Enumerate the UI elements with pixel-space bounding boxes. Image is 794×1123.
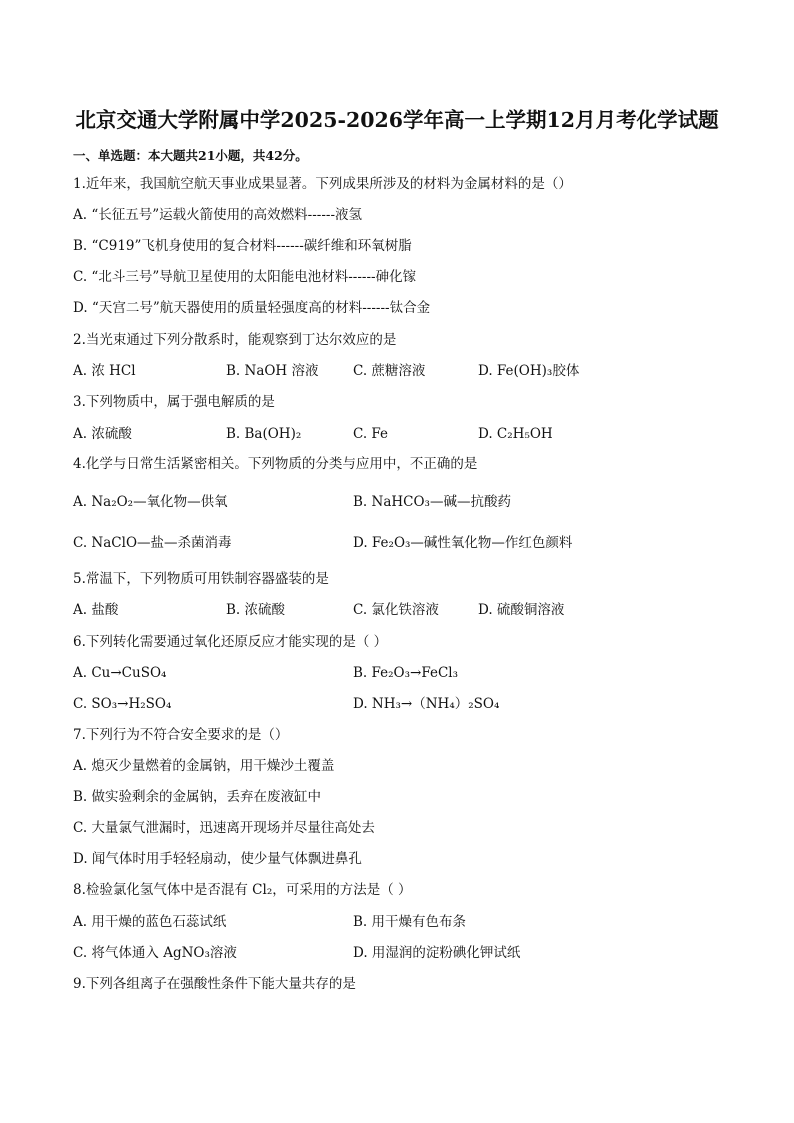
question-6-option-c: C. SO₃→H₂SO₄ (73, 696, 172, 712)
question-4-option-c: C. NaClO—盐—杀菌消毒 (73, 535, 232, 551)
question-8-stem: 8.检验氯化氢气体中是否混有 Cl₂，可采用的方法是（ ） (73, 882, 412, 898)
exam-title: 北京交通大学附属中学2025-2026学年高一上学期12月月考化学试题 (75, 108, 719, 132)
question-2-option-b: B. NaOH 溶液 (226, 363, 319, 379)
question-4-option-b: B. NaHCO₃—碱—抗酸药 (353, 494, 511, 510)
question-3-option-c: C. Fe (353, 426, 389, 442)
question-7-option-a: A. 熄灭少量燃着的金属钠，用干燥沙土覆盖 (73, 758, 335, 774)
question-1-option-a: A. “长征五号”运载火箭使用的高效燃料------液氢 (73, 207, 363, 223)
question-4-option-a: A. Na₂O₂—氧化物—供氧 (73, 494, 228, 510)
question-7-stem: 7.下列行为不符合安全要求的是（） (73, 727, 289, 743)
question-7-option-b: B. 做实验剩余的金属钠，丢弃在废液缸中 (73, 789, 322, 805)
question-6-option-a: A. Cu→CuSO₄ (73, 665, 167, 681)
question-6-option-b: B. Fe₂O₃→FeCl₃ (353, 665, 459, 681)
question-1-stem: 1.近年来，我国航空航天事业成果显著。下列成果所涉及的材料为金属材料的是（） (73, 176, 572, 192)
question-8-option-b: B. 用干燥有色布条 (353, 914, 467, 930)
question-4-option-d: D. Fe₂O₃—碱性氧化物—作红色颜料 (353, 535, 573, 551)
question-1-option-b: B. “C919”飞机身使用的复合材料------碳纤维和环氧树脂 (73, 238, 412, 254)
question-3-option-d: D. C₂H₅OH (478, 426, 553, 442)
question-7-option-c: C. 大量氯气泄漏时，迅速离开现场并尽量往高处去 (73, 820, 375, 836)
question-2-stem: 2.当光束通过下列分散系时，能观察到丁达尔效应的是 (73, 332, 397, 348)
question-5-stem: 5.常温下，下列物质可用铁制容器盛装的是 (73, 571, 329, 587)
question-2-option-c: C. 蔗糖溶液 (353, 363, 426, 379)
question-2-option-d: D. Fe(OH)₃胶体 (478, 363, 580, 379)
question-5-option-c: C. 氯化铁溶液 (353, 602, 439, 618)
question-3-stem: 3.下列物质中，属于强电解质的是 (73, 394, 275, 410)
question-6-option-d: D. NH₃→（NH₄）₂SO₄ (353, 696, 500, 712)
question-1-option-d: D. “天宫二号”航天器使用的质量轻强度高的材料------钛合金 (73, 300, 431, 316)
question-9-stem: 9.下列各组离子在强酸性条件下能大量共存的是 (73, 976, 356, 992)
question-2-option-a: A. 浓 HCl (73, 363, 136, 379)
question-3-option-b: B. Ba(OH)₂ (226, 426, 302, 442)
question-7-option-d: D. 闻气体时用手轻轻扇动，使少量气体飘进鼻孔 (73, 851, 362, 867)
question-5-option-d: D. 硫酸铜溶液 (478, 602, 565, 618)
question-6-stem: 6.下列转化需要通过氧化还原反应才能实现的是（ ） (73, 634, 388, 650)
question-3-option-a: A. 浓硫酸 (73, 426, 132, 442)
question-8-option-d: D. 用湿润的淀粉碘化钾试纸 (353, 945, 521, 961)
question-4-stem: 4.化学与日常生活紧密相关。下列物质的分类与应用中，不正确的是 (73, 456, 478, 472)
section-heading: 一、单选题：本大题共21小题，共42分。 (73, 148, 308, 163)
question-8-option-a: A. 用干燥的蓝色石蕊试纸 (73, 914, 227, 930)
question-1-option-c: C. “北斗三号”导航卫星使用的太阳能电池材料------砷化镓 (73, 269, 417, 285)
question-5-option-a: A. 盐酸 (73, 602, 119, 618)
question-8-option-c: C. 将气体通入 AgNO₃溶液 (73, 945, 237, 961)
question-5-option-b: B. 浓硫酸 (226, 602, 286, 618)
